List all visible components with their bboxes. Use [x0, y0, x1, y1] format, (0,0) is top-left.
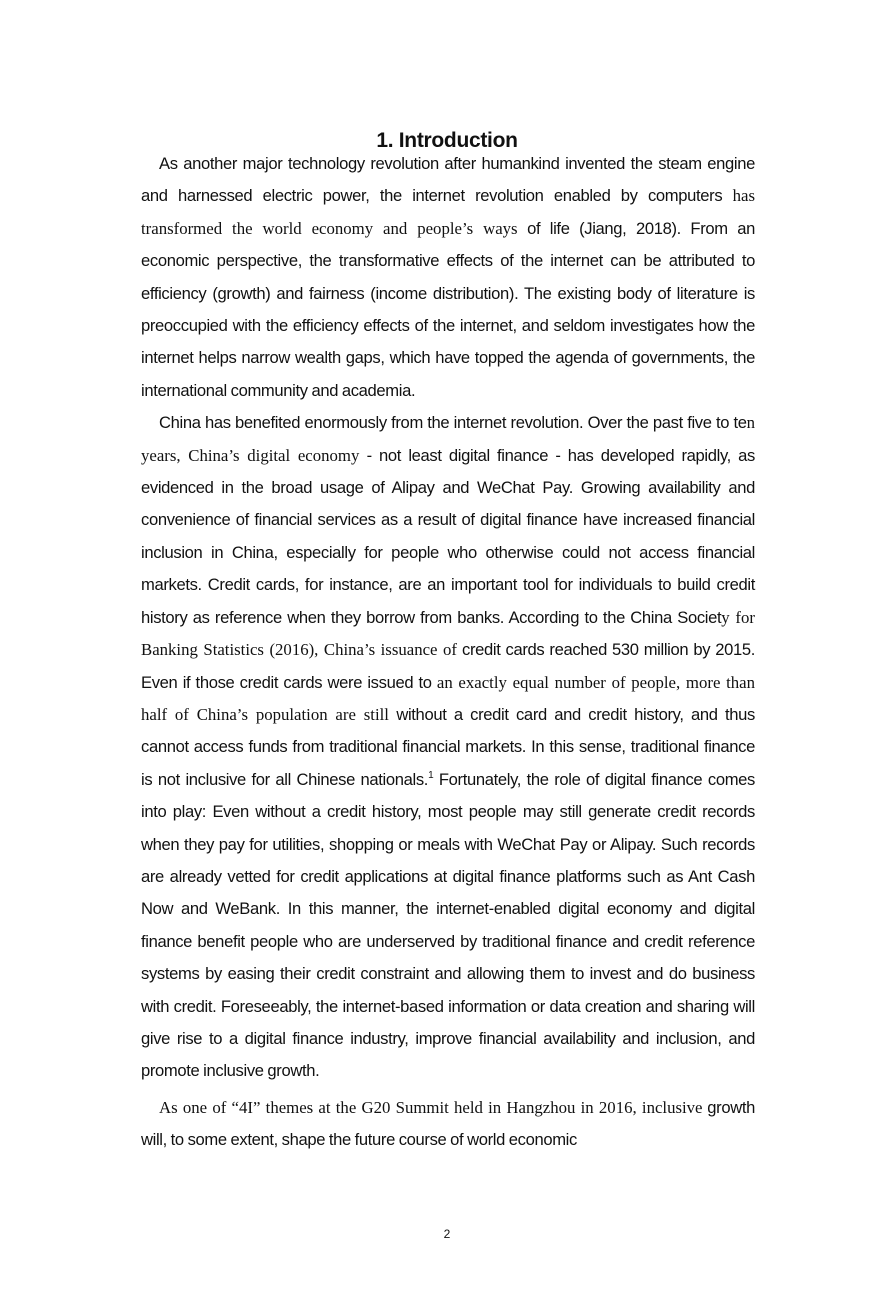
- page-number: 2: [443, 1227, 451, 1241]
- paragraph-2-text-e: credit cards reached 530 million by 2015. Even if those credit cards were issued to: [141, 640, 755, 692]
- paragraph-2-text-d: y for Banking Statistics (2016), China’s issuance of: [141, 607, 756, 660]
- body-text: [141, 148, 755, 1157]
- paragraph-3-text-a: As one of “4I” themes at the G20 Summit held in Hangzhou in 2016, inclusive: [159, 1097, 703, 1117]
- paragraph-2-text-g: without a credit card and credit history, and thus cannot access funds from traditional financial markets. In this sense, traditional finance is not inclusive for all Chinese nationals.: [141, 704, 755, 789]
- paragraph-3-text-b: growth will, to some extent, shape the future course of world economic: [141, 1097, 756, 1150]
- paragraph-2-text-c: - not least digital finance - has developed rapidly, as evidenced in the broad usage of Alipay and WeChat Pay. Growing availability and convenience of financial services as a result of digital finance have increased financial inclusion in China, especially for people who otherwise could not access financial markets. Credit cards, for instance, are an important tool for individuals to build credit history as reference when they borrow from banks. According to the China Societ: [141, 445, 755, 627]
- paragraph-2-text-a: China has benefited enormously from the internet revolution. Over the past five to te: [159, 413, 747, 433]
- paragraph-2-text-h: Fortunately, the role of digital finance comes into play: Even without a credit history, most people may still generate credit records when they pay for utilities, shopping or meals with WeChat Pay or Alipay. Such records are already vetted for credit applications at digital finance platforms such as Ant Cash Now and WeBank. In this manner, the internet-enabled digital economy and digital finance benefit people who are underserved by traditional finance and credit reference systems by easing their credit constraint and allowing them to invest and do business with credit. Foreseeably, the internet-based information or data creation and sharing will give rise to a digital finance industry, improve financial availability and inclusion, and promote inclusive growth.: [141, 769, 755, 1081]
- paragraph-1-text-a: As another major technology revolution after humankind invented the steam engine and harnessed electric power, the internet revolution enabled by computers: [141, 154, 755, 206]
- paragraph-3: [141, 1092, 755, 1157]
- section-heading: 1. Introduction: [376, 129, 518, 153]
- paragraph-1-text-b: has transformed the world economy and people’s ways: [141, 186, 755, 238]
- paragraph-1-text-c: of life (Jiang, 2018). From an economic perspective, the transformative effects of the internet can be attributed to efficiency (growth) and fairness (income distribution). The existing body of literature is preoccupied with the efficiency effects of the internet, and seldom investigates how the internet helps narrow wealth gaps, which have topped the agenda of governments, the international community and academia.: [141, 218, 756, 400]
- paragraph-2-text-b: n years, China’s digital economy: [141, 413, 755, 465]
- paragraph-1: [141, 148, 755, 407]
- paragraph-2: [141, 407, 755, 1088]
- paragraph-2-text-f: an exactly equal number of people, more than half of China’s population are still: [141, 672, 755, 724]
- footnote-marker[interactable]: 1: [428, 769, 434, 781]
